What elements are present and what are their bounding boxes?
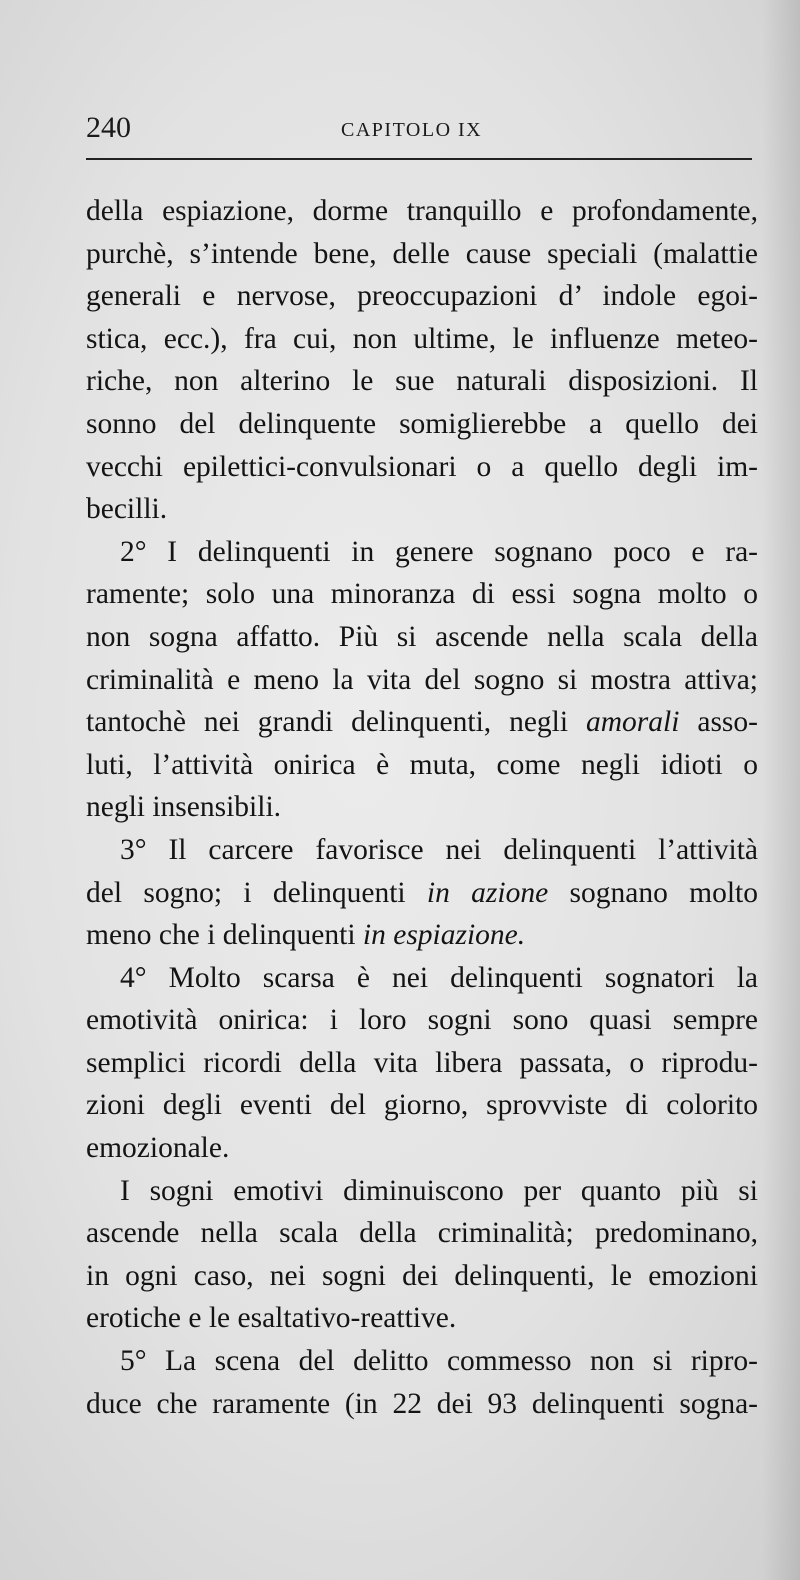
body-text [86,190,758,1425]
italic-phrase: in espiazione. [362,919,526,952]
text-line italic-line: del sogno; i delinquenti in azione sognano molto [86,876,758,909]
text-line: stica, ecc.), fra cui, non ultime, le influenze meteo- [86,322,758,355]
text-line italic-line: tantochè nei grandi delinquenti, negli amorali asso- [86,706,758,739]
italic-phrase: amorali [586,706,680,739]
text-line: luti, l’attività onirica è muta, come negli idioti o [86,748,758,781]
running-head: CAPITOLO IX [341,119,483,141]
page-number: 240 [86,111,131,144]
text-line: della espiazione, dorme tranquillo e profondamente, [86,195,758,227]
text-line: 2° I delinquenti in genere sognano poco e ra- [120,535,758,568]
text-line: ascende nella scala della criminalità; predominano, [86,1217,758,1250]
text-line: non sogna affatto. Più si ascende nella scala della [86,620,758,653]
header-rule [86,158,752,160]
text-line: 5° La scena del delitto commesso non si ripro- [120,1345,758,1378]
text-line: emotività onirica: i loro sogni sono quasi sempre [86,1004,758,1037]
text-line: I sogni emotivi diminuiscono per quanto più si [120,1174,758,1207]
text-line: vecchi epilettici-convulsionari o a quello degli im- [86,450,758,483]
text-line: zioni degli eventi del giorno, sprovviste di colorito [86,1089,758,1122]
text-line: negli insensibili. [86,791,282,824]
italic-phrase: in azione [426,876,549,909]
text-line: ramente; solo una minoranza di essi sogna molto o [86,578,758,611]
text-line: becilli. [86,493,168,526]
text-line: generali e nervose, preoccupazioni d’ indole egoi- [86,280,758,313]
text-line: semplici ricordi della vita libera passata, o riprodu- [86,1046,758,1079]
text-line: in ogni caso, nei sogni dei delinquenti, le emozioni [86,1259,758,1292]
text-line: 3° Il carcere favorisce nei delinquenti l’attività [120,833,758,866]
text-line: criminalità e meno la vita del sogno si mostra attiva; [86,663,758,696]
text-line: purchè, s’intende bene, delle cause speciali (malattie [86,237,758,270]
text-line: duce che raramente (in 22 dei 93 delinquenti sogna- [86,1387,758,1420]
text-line: emozionale. [86,1132,230,1165]
text-line: 4° Molto scarsa è nei delinquenti sognatori la [120,961,758,994]
text-line: riche, non alterino le sue naturali disposizioni. Il [86,365,758,398]
text-line italic-line: meno che i delinquenti in espiazione. [86,919,526,952]
text-line: sonno del delinquente somiglierebbe a quello dei [86,407,758,440]
text-line: erotiche e le esaltativo-reattive. [86,1302,457,1335]
page-header [86,108,752,152]
page-edge-shadow [762,0,800,1580]
